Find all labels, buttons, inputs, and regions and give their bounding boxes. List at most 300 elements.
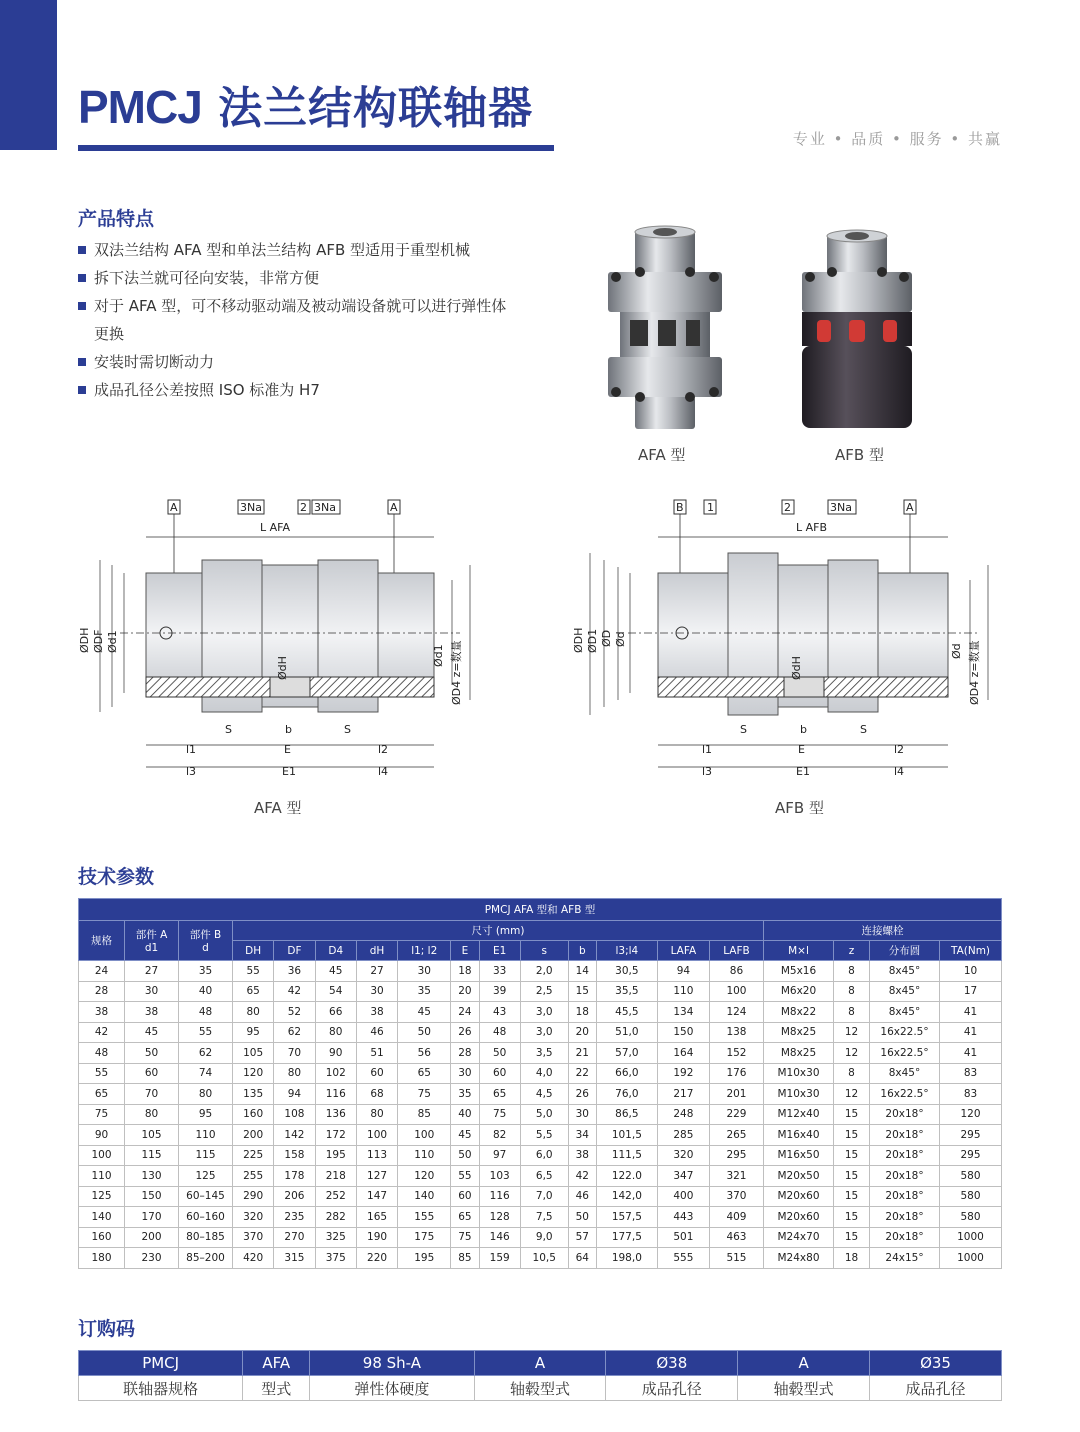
table-cell: 409 [709,1207,763,1228]
table-cell: 80 [274,1063,315,1084]
table-cell: 6,5 [520,1166,568,1187]
table-cell: 142,0 [596,1186,657,1207]
order-code-row [79,1351,1002,1376]
table-cell: 17 [940,981,1002,1002]
table-cell: M12x40 [764,1104,834,1125]
table-cell: 70 [125,1084,179,1105]
table-cell: 66 [315,1002,356,1023]
table-cell: 55 [233,961,274,982]
table-cell: 370 [709,1186,763,1207]
table-cell: 35 [179,961,233,982]
table-cell: M20x60 [764,1207,834,1228]
afb-dim-d: ØD [600,629,613,647]
order-code-cell: AFA [243,1351,310,1376]
table-cell: 65 [398,1063,451,1084]
table-cell: 580 [940,1207,1002,1228]
afb-callout-4: A [906,501,914,514]
col-dim: DF [274,941,315,961]
table-row [79,1248,1002,1269]
table-cell: 51 [356,1043,397,1064]
afb-dim-e: E [798,743,805,756]
table-cell: 43 [479,1002,520,1023]
table-cell: 20x18° [870,1227,940,1248]
afa-callout-3: 3Na [314,501,336,514]
table-cell: 83 [940,1084,1002,1105]
table-cell: 295 [940,1125,1002,1146]
table-cell: 175 [398,1227,451,1248]
order-code-cell: Ø38 [606,1351,738,1376]
afa-callout-1: 3Na [240,501,262,514]
table-cell: 155 [398,1207,451,1228]
order-label-cell: 联轴器规格 [79,1376,243,1401]
table-cell: 125 [179,1166,233,1187]
table-cell: 4,0 [520,1063,568,1084]
table-cell: 42 [79,1022,125,1043]
table-cell: 201 [709,1084,763,1105]
table-cell: 108 [274,1104,315,1125]
table-cell: 282 [315,1207,356,1228]
spec-table-body [79,961,1002,1269]
afb-dim-l3: l3 [702,765,713,778]
table-cell: 30 [398,961,451,982]
table-cell: 142 [274,1125,315,1146]
tech-title: 技术参数 [78,866,155,888]
table-row [79,961,1002,982]
table-cell: 146 [479,1227,520,1248]
table-cell: 100 [709,981,763,1002]
table-cell: 325 [315,1227,356,1248]
table-row [79,1166,1002,1187]
table-cell: 8 [834,981,870,1002]
table-cell: 80 [179,1084,233,1105]
table-cell: 45 [125,1022,179,1043]
table-cell: 177,5 [596,1227,657,1248]
order-label-cell: 成品孔径 [870,1376,1002,1401]
afa-length-label: L AFA [260,521,290,534]
table-cell: 45 [315,961,356,982]
col-bolt: z [834,941,870,961]
table-cell: 27 [356,961,397,982]
table-cell: 115 [125,1145,179,1166]
afb-callout-2: 2 [784,501,791,514]
table-cell: 46 [568,1186,596,1207]
afa-callout-0: A [170,501,178,514]
afb-callout-1: 1 [707,501,714,514]
header-side-bar [0,0,57,150]
table-cell: 33 [479,961,520,982]
table-cell: 5,0 [520,1104,568,1125]
table-cell: 16x22.5° [870,1084,940,1105]
table-cell: 15 [568,981,596,1002]
table-cell: 36 [274,961,315,982]
table-cell: 320 [657,1145,709,1166]
order-code-cell: A [738,1351,870,1376]
table-cell: M20x50 [764,1166,834,1187]
table-cell: 3,0 [520,1002,568,1023]
features-list [78,236,538,404]
table-cell: M8x25 [764,1022,834,1043]
feature-item: 成品孔径公差按照 ISO 标准为 H7 [78,376,538,404]
table-cell: 22 [568,1063,596,1084]
table-cell: 20 [568,1022,596,1043]
group-dimensions: 尺寸 (mm) [233,921,764,941]
table-cell: 1000 [940,1248,1002,1269]
table-cell: 38 [79,1002,125,1023]
table-cell: 48 [79,1043,125,1064]
table-cell: 15 [834,1186,870,1207]
table-cell: 30 [356,981,397,1002]
table-cell: 270 [274,1227,315,1248]
table-row [79,981,1002,1002]
col-part-a: 部件 A d1 [125,921,179,961]
table-cell: 14 [568,961,596,982]
table-cell: 38 [568,1145,596,1166]
afa-dim-l1: l1 [186,743,197,756]
table-cell: 94 [274,1084,315,1105]
table-cell: 38 [356,1002,397,1023]
col-dim: l1; l2 [398,941,451,961]
table-cell: 100 [356,1125,397,1146]
table-cell: 26 [568,1084,596,1105]
table-cell: 55 [451,1166,479,1187]
table-cell: 290 [233,1186,274,1207]
afb-callout-3: 3Na [830,501,852,514]
afb-photo-caption: AFB 型 [835,446,884,464]
title-text: 法兰结构联轴器 [218,83,534,134]
table-cell: 321 [709,1166,763,1187]
table-cell: 110 [657,981,709,1002]
table-cell: 82 [479,1125,520,1146]
table-cell: 116 [315,1084,356,1105]
table-cell: 180 [79,1248,125,1269]
table-cell: 56 [398,1043,451,1064]
table-cell: 12 [834,1043,870,1064]
order-code-table [78,1350,1002,1401]
table-cell: 62 [274,1022,315,1043]
table-cell: 501 [657,1227,709,1248]
table-cell: 198,0 [596,1248,657,1269]
table-cell: 8x45° [870,1002,940,1023]
table-row [79,1084,1002,1105]
table-cell: 45 [398,1002,451,1023]
table-cell: 128 [479,1207,520,1228]
table-cell: 1000 [940,1227,1002,1248]
table-cell: 134 [657,1002,709,1023]
table-cell: 76,0 [596,1084,657,1105]
order-code-cell: PMCJ [79,1351,243,1376]
table-cell: 102 [315,1063,356,1084]
table-cell: 57,0 [596,1043,657,1064]
table-cell: 46 [356,1022,397,1043]
table-cell: 580 [940,1166,1002,1187]
table-cell: 3,0 [520,1022,568,1043]
col-bolt: TA(Nm) [940,941,1002,961]
table-cell: 217 [657,1084,709,1105]
table-cell: 150 [125,1186,179,1207]
table-cell: 443 [657,1207,709,1228]
table-cell: 20 [451,981,479,1002]
table-cell: 220 [356,1248,397,1269]
table-cell: M10x30 [764,1084,834,1105]
table-cell: 135 [233,1084,274,1105]
table-cell: 35 [398,981,451,1002]
table-cell: 515 [709,1248,763,1269]
table-cell: 40 [179,981,233,1002]
table-cell: 16x22.5° [870,1022,940,1043]
table-cell: 41 [940,1043,1002,1064]
table-cell: 7,5 [520,1207,568,1228]
page-title [78,72,533,136]
afa-dim-df: ØDF [92,629,105,653]
table-row [79,1227,1002,1248]
table-cell: 74 [179,1063,233,1084]
table-cell: 580 [940,1186,1002,1207]
table-cell: 20x18° [870,1166,940,1187]
table-cell: 65 [233,981,274,1002]
table-cell: 195 [315,1145,356,1166]
table-cell: 206 [274,1186,315,1207]
table-row [79,1002,1002,1023]
table-cell: 555 [657,1248,709,1269]
col-dim: E [451,941,479,961]
table-cell: 229 [709,1104,763,1125]
table-cell: M24x80 [764,1248,834,1269]
table-cell: 60–160 [179,1207,233,1228]
table-cell: 83 [940,1063,1002,1084]
afa-photo-caption: AFA 型 [638,446,686,464]
table-cell: 176 [709,1063,763,1084]
table-cell: 42 [568,1166,596,1187]
table-cell: 152 [709,1043,763,1064]
table-cell: 55 [179,1022,233,1043]
table-cell: 8x45° [870,981,940,1002]
table-cell: 120 [940,1104,1002,1125]
table-cell: 86 [709,961,763,982]
table-cell: 101,5 [596,1125,657,1146]
table-cell: 4,5 [520,1084,568,1105]
afb-dim-e1: E1 [796,765,810,778]
col-bolt: 分布圆 [870,941,940,961]
afb-dim-b: b [800,723,807,736]
col-part-b: 部件 B d [179,921,233,961]
table-cell: 52 [274,1002,315,1023]
table-cell: 110 [179,1125,233,1146]
afb-dim-l4: l4 [894,765,905,778]
table-cell: 150 [657,1022,709,1043]
table-cell: 9,0 [520,1227,568,1248]
table-cell: 94 [657,961,709,982]
table-cell: 66,0 [596,1063,657,1084]
table-cell: 85–200 [179,1248,233,1269]
afb-diagram-caption: AFB 型 [775,799,824,817]
table-cell: 64 [568,1248,596,1269]
table-cell: 370 [233,1227,274,1248]
table-cell: 40 [451,1104,479,1125]
table-cell: 50 [398,1022,451,1043]
table-cell: 80 [125,1104,179,1125]
table-cell: 16x22.5° [870,1043,940,1064]
table-cell: 95 [233,1022,274,1043]
table-cell: 7,0 [520,1186,568,1207]
table-cell: 20x18° [870,1145,940,1166]
afa-dim-d1-right: Ød1 [432,644,445,667]
slogan: 专业 • 品质 • 服务 • 共赢 [792,130,1002,148]
table-cell: 75 [79,1104,125,1125]
table-cell: 15 [834,1227,870,1248]
table-cell: 65 [451,1207,479,1228]
afb-callout-0: B [676,501,684,514]
afa-dim-l4: l4 [378,765,389,778]
table-cell: 463 [709,1227,763,1248]
afa-callout-2: 2 [300,501,307,514]
table-cell: 130 [125,1166,179,1187]
afa-dim-s-right: S [344,723,351,736]
col-dim: DH [233,941,274,961]
feature-item: 对于 AFA 型，可不移动驱动端及被动端设备就可以进行弹性体更换 [78,292,518,348]
features-title: 产品特点 [78,208,155,230]
table-cell: 48 [479,1022,520,1043]
table-row [79,1125,1002,1146]
table-cell: 113 [356,1145,397,1166]
table-cell: 170 [125,1207,179,1228]
table-cell: 15 [834,1207,870,1228]
table-cell: 160 [233,1104,274,1125]
afb-dim-l2: l2 [894,743,905,756]
table-cell: 190 [356,1227,397,1248]
table-cell: 21 [568,1043,596,1064]
col-dim: LAFB [709,941,763,961]
table-cell: 420 [233,1248,274,1269]
table-cell: 51,0 [596,1022,657,1043]
afa-dim-dh-center: ØdH [276,656,289,680]
table-cell: 111,5 [596,1145,657,1166]
group-bolts: 连接螺栓 [764,921,1002,941]
table-cell: 35,5 [596,981,657,1002]
table-cell: 75 [479,1104,520,1125]
afa-dim-s-left: S [225,723,232,736]
col-dim: D4 [315,941,356,961]
table-cell: 80 [356,1104,397,1125]
table-cell: 80 [233,1002,274,1023]
afa-dim-l2: l2 [378,743,389,756]
table-cell: 38 [125,1002,179,1023]
order-label-cell: 型式 [243,1376,310,1401]
table-cell: 24 [451,1002,479,1023]
table-cell: 15 [834,1166,870,1187]
table-cell: M10x30 [764,1063,834,1084]
table-cell: 97 [479,1145,520,1166]
order-code-cell: 98 Sh-A [310,1351,474,1376]
table-cell: M16x50 [764,1145,834,1166]
table-cell: 255 [233,1166,274,1187]
col-dim: dH [356,941,397,961]
table-row [79,1063,1002,1084]
table-cell: M20x60 [764,1186,834,1207]
table-cell: 192 [657,1063,709,1084]
table-cell: 75 [398,1084,451,1105]
table-cell: 68 [356,1084,397,1105]
table-cell: 8x45° [870,961,940,982]
table-cell: 105 [125,1125,179,1146]
table-cell: 5,5 [520,1125,568,1146]
table-cell: 2,5 [520,981,568,1002]
order-label-cell: 弹性体硬度 [310,1376,474,1401]
table-cell: 105 [233,1043,274,1064]
afb-dim-dh-center: ØdH [790,656,803,680]
table-cell: 100 [79,1145,125,1166]
table-cell: 95 [179,1104,233,1125]
afb-dim-l1: l1 [702,743,713,756]
table-cell: M24x70 [764,1227,834,1248]
col-dim: E1 [479,941,520,961]
table-cell: 62 [179,1043,233,1064]
table-cell: 18 [568,1002,596,1023]
afa-dim-b: b [285,723,292,736]
table-cell: M5x16 [764,961,834,982]
feature-item: 拆下法兰就可径向安装，非常方便 [78,264,538,292]
table-cell: 80 [315,1022,356,1043]
table-cell: 50 [125,1043,179,1064]
feature-item: 双法兰结构 AFA 型和单法兰结构 AFB 型适用于重型机械 [78,236,538,264]
table-cell: 90 [79,1125,125,1146]
col-dim: b [568,941,596,961]
col-dim: LAFA [657,941,709,961]
table-cell: 70 [274,1043,315,1064]
table-cell: 8 [834,1002,870,1023]
table-cell: 140 [398,1186,451,1207]
table-cell: 20x18° [870,1104,940,1125]
table-cell: 159 [479,1248,520,1269]
table-cell: 138 [709,1022,763,1043]
table-cell: 140 [79,1207,125,1228]
table-cell: 12 [834,1022,870,1043]
table-cell: M6x20 [764,981,834,1002]
table-cell: M8x25 [764,1043,834,1064]
table-cell: 200 [233,1125,274,1146]
table-cell: 8 [834,1063,870,1084]
table-row [79,1145,1002,1166]
table-cell: 15 [834,1104,870,1125]
afb-dim-s-right: S [860,723,867,736]
table-cell: 136 [315,1104,356,1125]
order-label-cell: 成品孔径 [606,1376,738,1401]
afb-length-label: L AFB [796,521,828,534]
afa-coupling-photo [600,222,730,437]
table-cell: 3,5 [520,1043,568,1064]
table-cell: 30 [568,1104,596,1125]
spec-table [78,898,1002,1269]
table-cell: 200 [125,1227,179,1248]
table-cell: 160 [79,1227,125,1248]
table-cell: 60 [356,1063,397,1084]
afa-dim-d1: Ød1 [106,630,119,653]
table-cell: 347 [657,1166,709,1187]
table-cell: 10,5 [520,1248,568,1269]
table-cell: 30 [125,981,179,1002]
title-underline [78,145,554,151]
col-size: 规格 [79,921,125,961]
table-cell: 18 [834,1248,870,1269]
afb-dim-d-small: Ød [614,631,627,647]
table-cell: 8 [834,961,870,982]
table-cell: 110 [398,1145,451,1166]
table-row [79,1043,1002,1064]
table-cell: 100 [398,1125,451,1146]
table-cell: 6,0 [520,1145,568,1166]
afb-dim-d-right: Ød [950,643,963,659]
table-cell: 124 [709,1002,763,1023]
table-row [79,1186,1002,1207]
